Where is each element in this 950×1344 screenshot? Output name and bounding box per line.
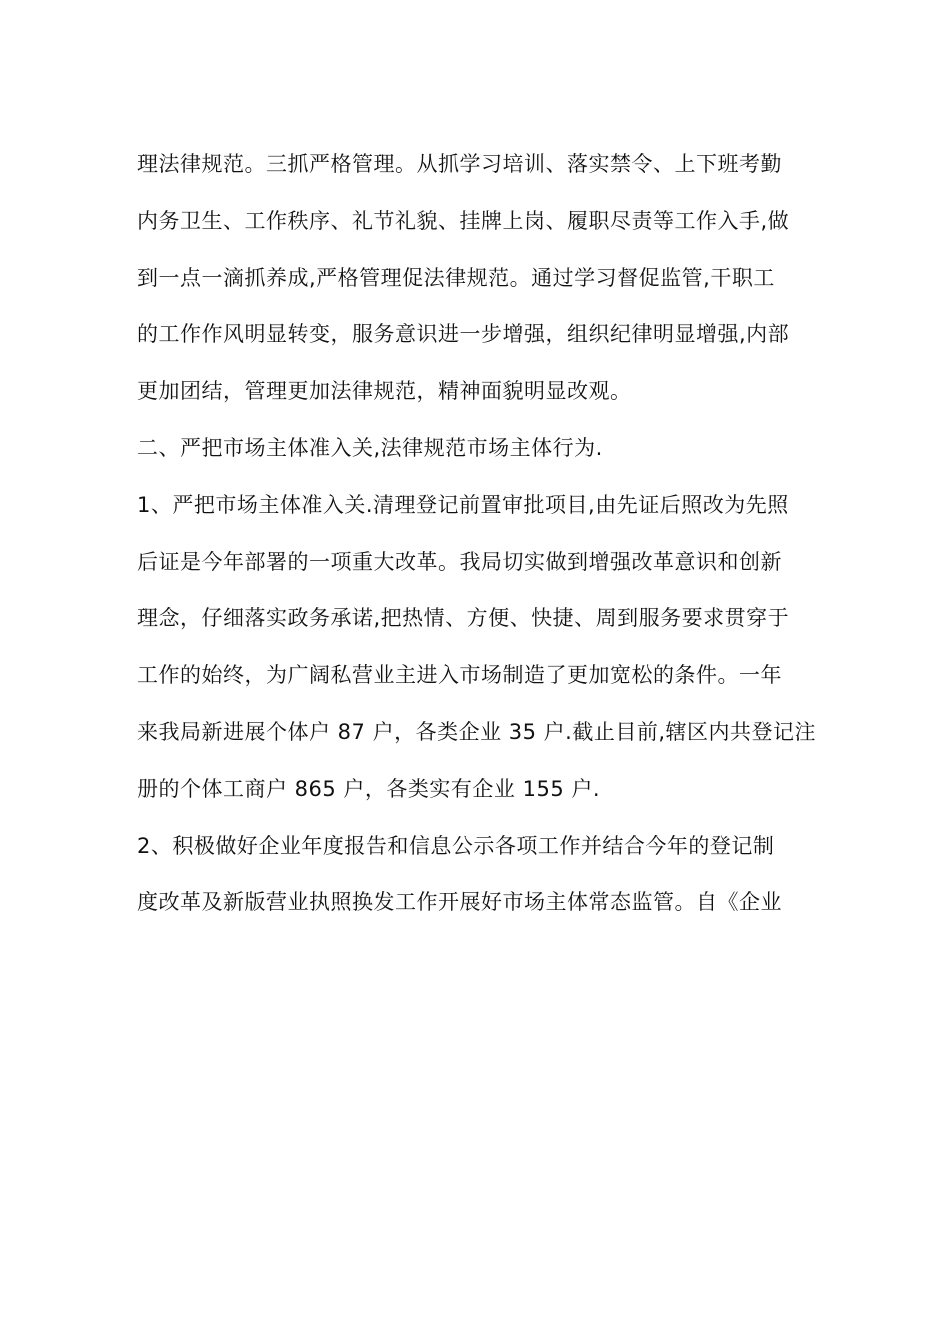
text-line: 工作的始终，为广阔私营业主进入市场制造了更加宽松的条件。一年	[137, 663, 782, 688]
text-line: 后证是今年部署的一项重大改革。我局切实做到增强改革意识和创新	[137, 549, 782, 574]
document-body	[137, 144, 817, 939]
text-line: 的工作作风明显转变，服务意识进一步增强，组织纪律明显增强,内部	[137, 322, 790, 347]
text-line: 更加团结，管理更加法律规范，精神面貌明显改观。	[137, 379, 632, 404]
section-heading: 二、严把市场主体准入关,法律规范市场主体行为.	[137, 435, 603, 460]
text-line: 2、积极做好企业年度报告和信息公示各项工作并结合今年的登记制	[137, 833, 775, 858]
text-line: 册的个体工商户 865 户，各类实有企业 155 户.	[137, 776, 601, 801]
text-line: 来我局新进展个体户 87 户，各类企业 35 户.截止目前,辖区内共登记注	[137, 719, 816, 744]
text-line: 内务卫生、工作秩序、礼节礼貌、挂牌上岗、履职尽责等工作入手,做	[137, 208, 790, 233]
text-line: 理念，仔细落实政务承诺,把热情、方便、快捷、周到服务要求贯穿于	[137, 606, 790, 631]
text-line: 1、严把市场主体准入关.清理登记前置审批项目,由先证后照改为先照	[137, 492, 789, 517]
text-line: 度改革及新版营业执照换发工作开展好市场主体常态监管。自《企业	[137, 890, 782, 915]
text-line: 到一点一滴抓养成,严格管理促法律规范。通过学习督促监管,干职工	[137, 265, 775, 290]
text-line: 理法律规范。三抓严格管理。从抓学习培训、落实禁令、上下班考勤	[137, 152, 782, 176]
